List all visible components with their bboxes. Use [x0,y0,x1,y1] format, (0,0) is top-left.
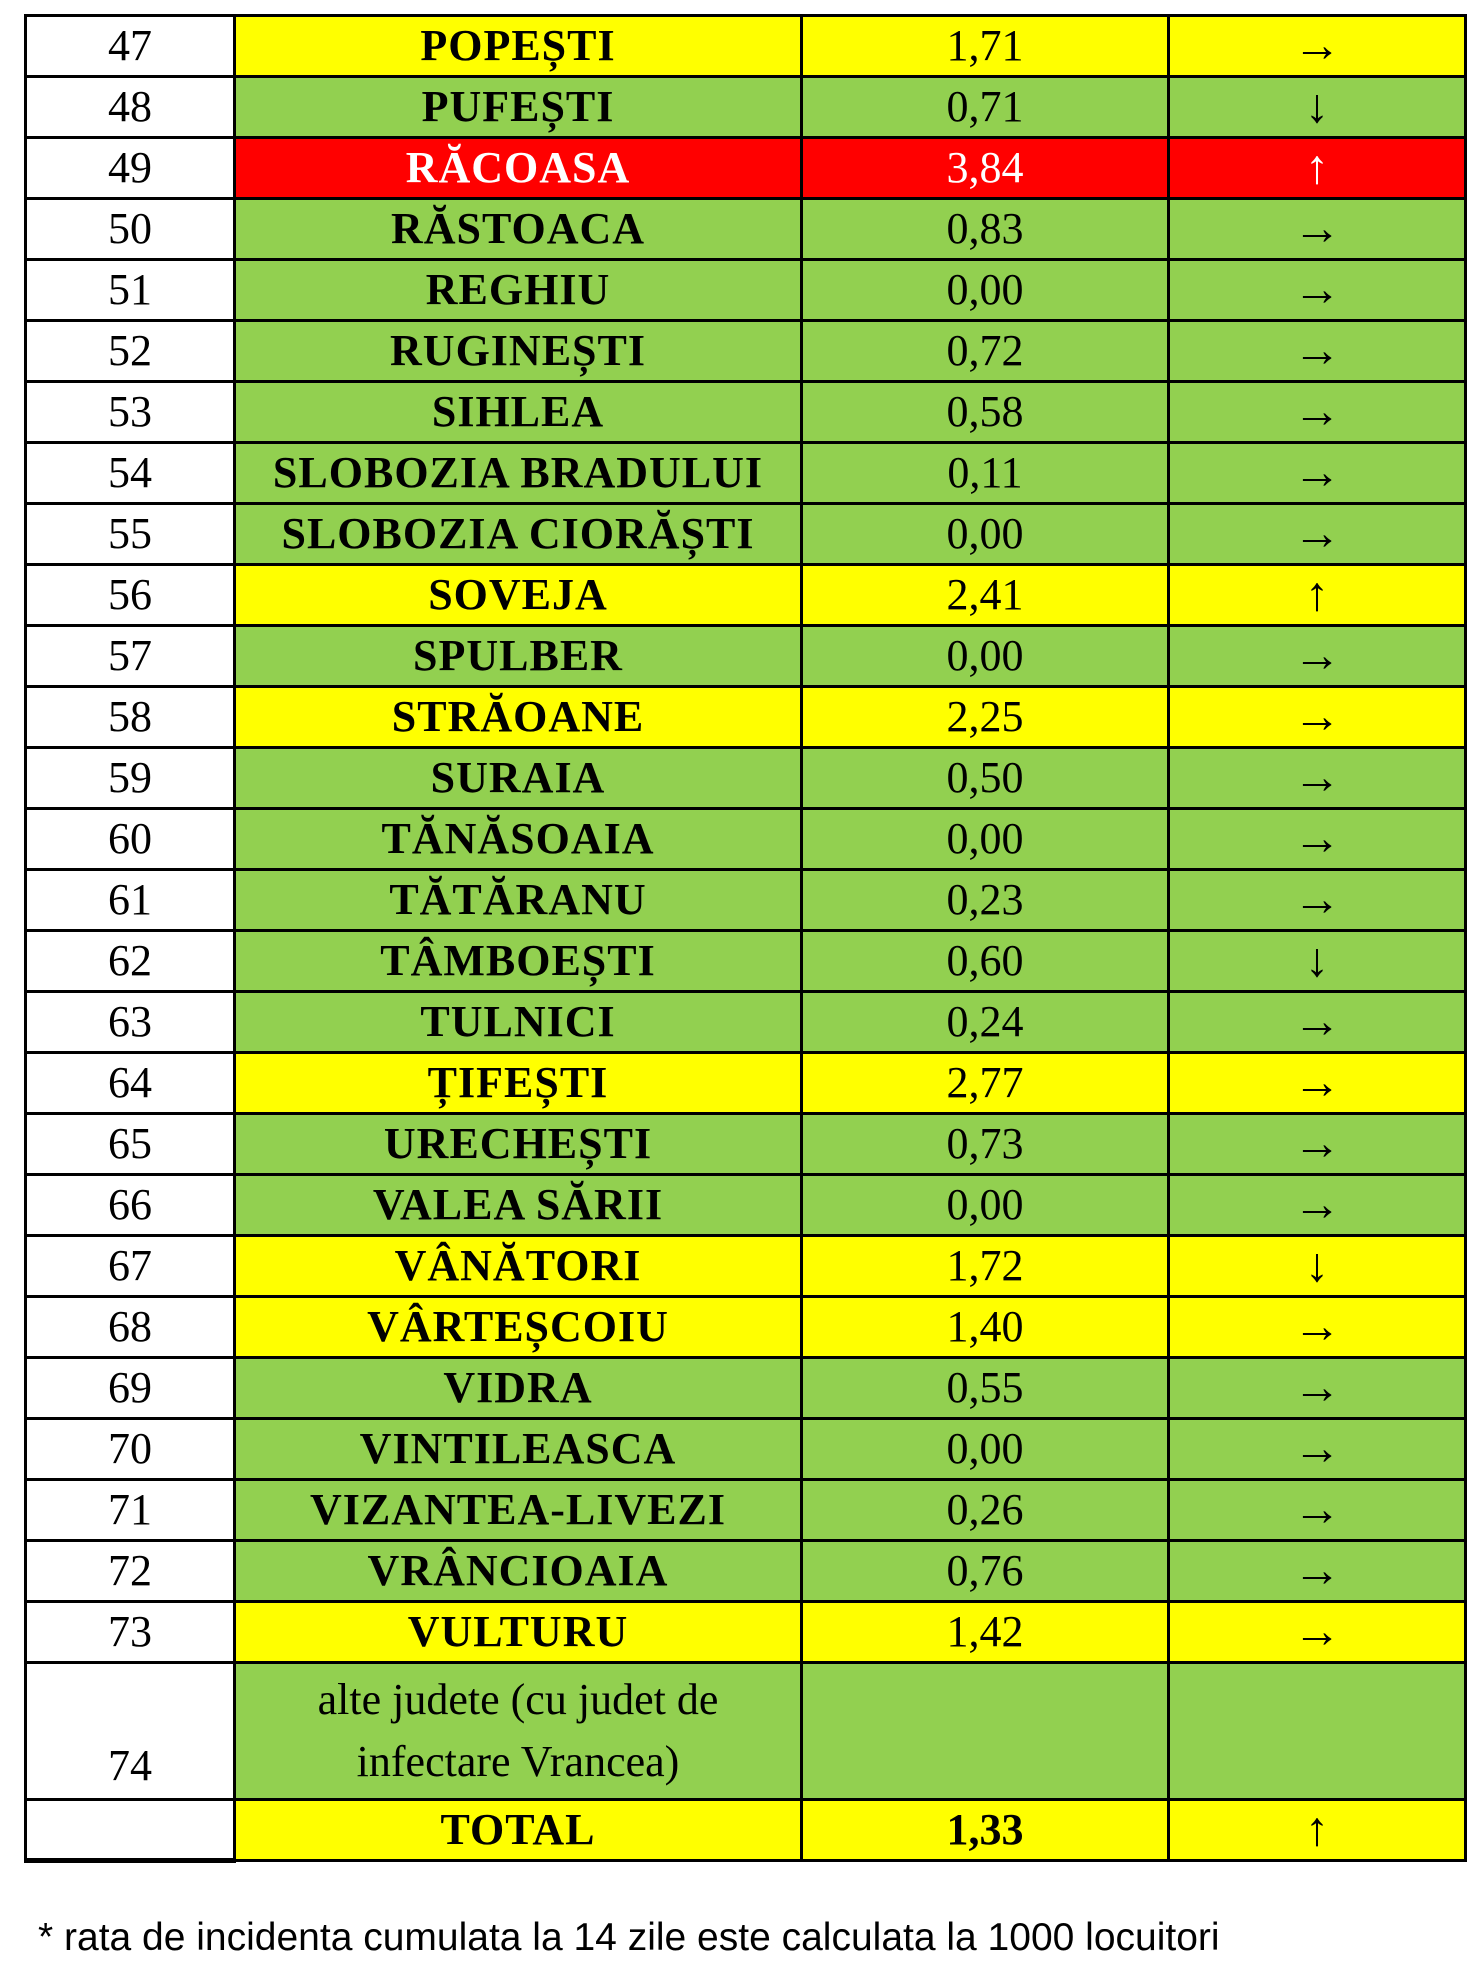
incidence-rate: 0,60 [802,931,1169,992]
trend-arrow: → [1169,1053,1466,1114]
trend-arrow: → [1169,199,1466,260]
locality-name: SIHLEA [235,382,802,443]
table-row [26,77,1466,138]
incidence-rate: 2,41 [802,565,1169,626]
row-number: 73 [26,1602,235,1663]
incidence-rate: 0,73 [802,1114,1169,1175]
table-row [26,504,1466,565]
table-row [26,1419,1466,1480]
incidence-rate: 0,23 [802,870,1169,931]
locality-name: PUFEȘTI [235,77,802,138]
incidence-rate: 0,24 [802,992,1169,1053]
locality-name: VRÂNCIOAIA [235,1541,802,1602]
locality-name: TĂNĂSOAIA [235,809,802,870]
incidence-rate: 0,00 [802,626,1169,687]
trend-arrow: → [1169,1419,1466,1480]
row-number: 53 [26,382,235,443]
row-number [26,1800,235,1861]
locality-name: ȚIFEȘTI [235,1053,802,1114]
trend-arrow: → [1169,1114,1466,1175]
locality-name: VULTURU [235,1602,802,1663]
incidence-rate: 0,76 [802,1541,1169,1602]
trend-arrow: → [1169,1358,1466,1419]
row-number: 70 [26,1419,235,1480]
incidence-rate: 0,11 [802,443,1169,504]
incidence-rate [802,1663,1169,1800]
row-number: 62 [26,931,235,992]
table-row [26,1663,1466,1800]
row-number: 61 [26,870,235,931]
locality-name: STRĂOANE [235,687,802,748]
row-number: 50 [26,199,235,260]
row-number: 57 [26,626,235,687]
trend-arrow: → [1169,504,1466,565]
total-row [26,1800,1466,1861]
trend-arrow: → [1169,382,1466,443]
incidence-rate: 1,42 [802,1602,1169,1663]
locality-name: REGHIU [235,260,802,321]
trend-arrow: → [1169,992,1466,1053]
trend-arrow: → [1169,1297,1466,1358]
footnote: * rata de incidenta cumulata la 14 zile este calculata la 1000 locuitori [38,1916,1220,1959]
row-number: 47 [26,16,235,77]
locality-name: VIDRA [235,1358,802,1419]
table-row [26,809,1466,870]
trend-arrow: ↑ [1169,1800,1466,1861]
table-row [26,748,1466,809]
trend-arrow: ↓ [1169,931,1466,992]
table-row [26,687,1466,748]
incidence-rate: 0,26 [802,1480,1169,1541]
trend-arrow: → [1169,1602,1466,1663]
locality-name: TOTAL [235,1800,802,1861]
incidence-rate: 0,72 [802,321,1169,382]
row-number: 58 [26,687,235,748]
trend-arrow: → [1169,321,1466,382]
trend-arrow: ↓ [1169,77,1466,138]
incidence-table-body [26,16,1466,1861]
trend-arrow [1169,1663,1466,1800]
locality-name: VALEA SĂRII [235,1175,802,1236]
locality-name: RĂCOASA [235,138,802,199]
trend-arrow: ↓ [1169,1236,1466,1297]
locality-name: TĂTĂRANU [235,870,802,931]
table-row [26,1175,1466,1236]
incidence-rate: 0,71 [802,77,1169,138]
trend-arrow: ↑ [1169,138,1466,199]
row-number: 56 [26,565,235,626]
table-row [26,16,1466,77]
incidence-rate: 0,50 [802,748,1169,809]
trend-arrow: → [1169,1480,1466,1541]
trend-arrow: → [1169,809,1466,870]
incidence-rate: 1,72 [802,1236,1169,1297]
incidence-rate: 0,00 [802,1419,1169,1480]
table-row [26,1602,1466,1663]
row-number: 55 [26,504,235,565]
locality-name: SOVEJA [235,565,802,626]
trend-arrow: ↑ [1169,565,1466,626]
row-number: 52 [26,321,235,382]
trend-arrow: → [1169,870,1466,931]
table-row [26,870,1466,931]
table-row [26,1053,1466,1114]
incidence-rate: 1,33 [802,1800,1169,1861]
trend-arrow: → [1169,687,1466,748]
incidence-rate: 0,00 [802,504,1169,565]
table-row [26,260,1466,321]
table-row [26,199,1466,260]
row-number: 67 [26,1236,235,1297]
locality-name: RUGINEȘTI [235,321,802,382]
incidence-rate: 0,00 [802,260,1169,321]
row-number: 48 [26,77,235,138]
row-number: 65 [26,1114,235,1175]
table-row [26,1297,1466,1358]
row-number: 74 [26,1663,235,1800]
incidence-rate: 3,84 [802,138,1169,199]
table-row [26,992,1466,1053]
trend-arrow: → [1169,748,1466,809]
row-number: 68 [26,1297,235,1358]
table-row [26,1236,1466,1297]
locality-name: URECHEȘTI [235,1114,802,1175]
locality-name: SPULBER [235,626,802,687]
table-row [26,1541,1466,1602]
trend-arrow: → [1169,1175,1466,1236]
table-row [26,321,1466,382]
row-number: 54 [26,443,235,504]
locality-name: TULNICI [235,992,802,1053]
row-number: 66 [26,1175,235,1236]
table-row [26,931,1466,992]
locality-name: VIZANTEA-LIVEZI [235,1480,802,1541]
locality-name: SURAIA [235,748,802,809]
table-row [26,565,1466,626]
incidence-rate: 1,71 [802,16,1169,77]
incidence-rate: 0,58 [802,382,1169,443]
table-row [26,443,1466,504]
locality-name: POPEȘTI [235,16,802,77]
trend-arrow: → [1169,443,1466,504]
row-number: 72 [26,1541,235,1602]
locality-name: VINTILEASCA [235,1419,802,1480]
incidence-rate: 0,83 [802,199,1169,260]
locality-name: SLOBOZIA BRADULUI [235,443,802,504]
locality-name: VÂNĂTORI [235,1236,802,1297]
incidence-rate: 1,40 [802,1297,1169,1358]
table-row [26,1480,1466,1541]
trend-arrow: → [1169,16,1466,77]
locality-name: RĂSTOACA [235,199,802,260]
table-row [26,1358,1466,1419]
locality-name: TÂMBOEȘTI [235,931,802,992]
locality-name: alte judete (cu judet de infectare Vrancea) [235,1663,802,1800]
incidence-rate: 0,00 [802,809,1169,870]
row-number: 63 [26,992,235,1053]
incidence-rate: 2,77 [802,1053,1169,1114]
incidence-rate: 2,25 [802,687,1169,748]
row-number: 64 [26,1053,235,1114]
incidence-table [24,14,1467,1863]
table-row [26,382,1466,443]
table-row [26,138,1466,199]
row-number: 49 [26,138,235,199]
table-row [26,1114,1466,1175]
row-number: 51 [26,260,235,321]
trend-arrow: → [1169,1541,1466,1602]
row-number: 71 [26,1480,235,1541]
trend-arrow: → [1169,260,1466,321]
locality-name: SLOBOZIA CIORĂȘTI [235,504,802,565]
table-row [26,626,1466,687]
row-number: 60 [26,809,235,870]
incidence-rate: 0,00 [802,1175,1169,1236]
row-number: 59 [26,748,235,809]
locality-name: VÂRTEȘCOIU [235,1297,802,1358]
incidence-rate: 0,55 [802,1358,1169,1419]
row-number: 69 [26,1358,235,1419]
trend-arrow: → [1169,626,1466,687]
